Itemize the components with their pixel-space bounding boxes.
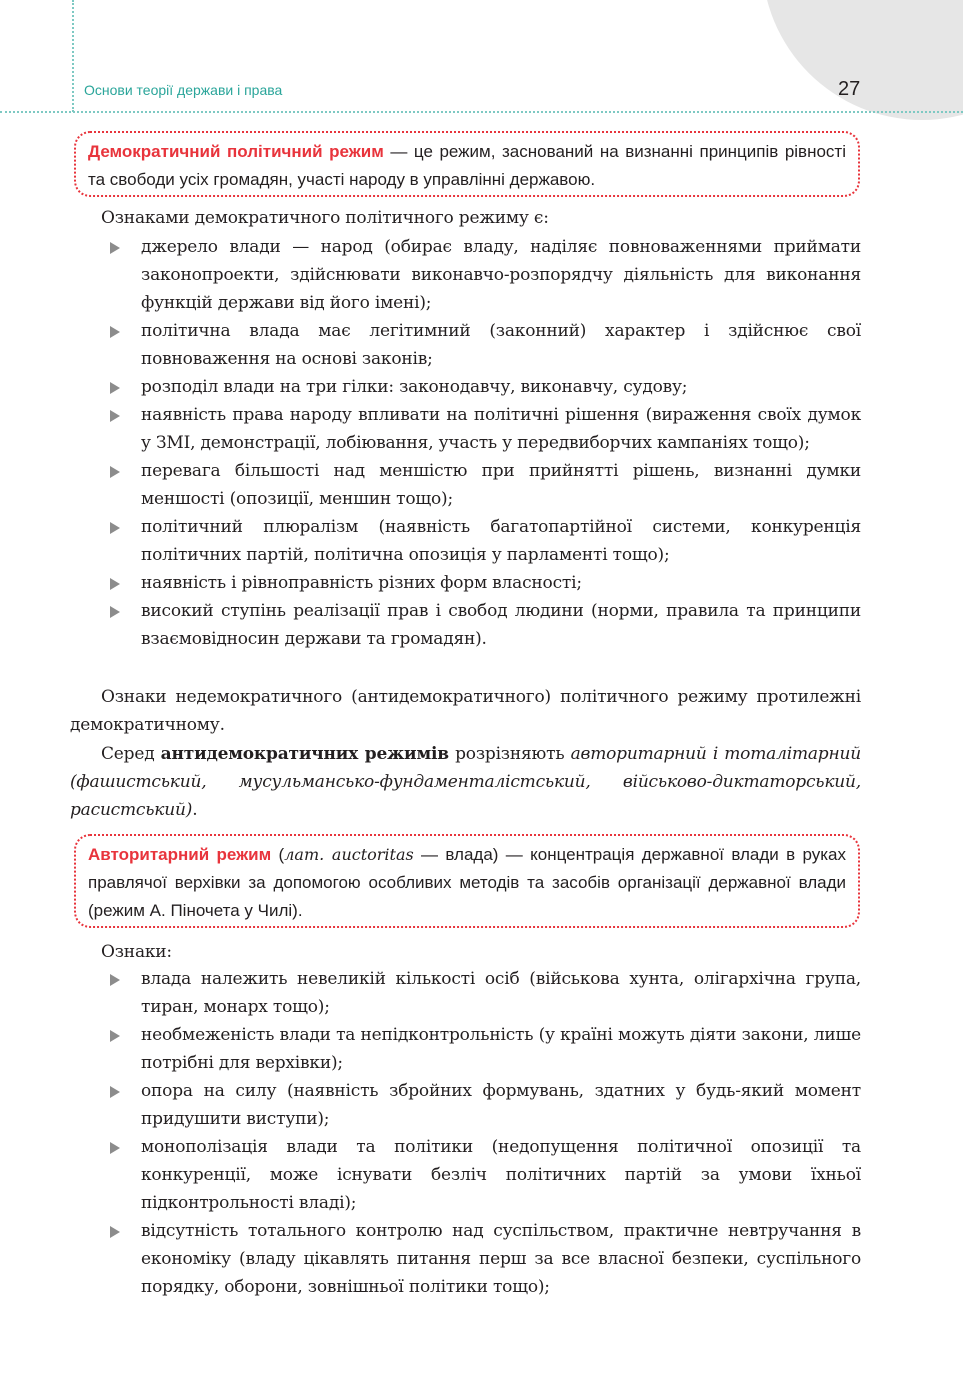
intro-democratic-features: Ознаками демократичного політичного режиму є: (101, 208, 549, 228)
definition-open-paren: ( (271, 845, 285, 864)
list-item (141, 457, 861, 513)
list-item (141, 1021, 861, 1077)
definition-text: — влада) — концентрація державної влади в руках правлячої верхівки за допомогою особливих методів та засобів організації державної влади (режим А. Піночета у Чилі). (88, 845, 847, 920)
definition-term: Демократичний політичний режим (88, 142, 384, 161)
triangle-bullet-icon (110, 606, 120, 618)
list-item (141, 1077, 861, 1133)
list-item (141, 401, 861, 457)
list-item-text: наявність і рівноправність різних форм власності; (141, 573, 582, 593)
triangle-bullet-icon (110, 326, 120, 338)
list-item-text: високий ступінь реалізації прав і свобод людини (норми, правила та принципи взаємовідносин держави та громадян). (141, 601, 861, 649)
list-item (141, 1133, 861, 1217)
list-item (141, 513, 861, 569)
definition-text: — це режим, заснований на визнанні принципів рівності та свободи усіх громадян, участі народу в управлінні державою. (88, 142, 846, 189)
text-middle: розрізняють (448, 744, 571, 764)
triangle-bullet-icon (110, 974, 120, 986)
list-item-text: політична влада має легітимний (законний) характер і здійснює свої повноваження на основі законів; (141, 321, 861, 369)
list-item-text: джерело влади — народ (обирає владу, наділяє повноваженнями приймати законопроекти, здійснювати виконавчо-розпорядчу діяльність для виконання функцій держави від його імені); (141, 237, 861, 313)
text-suffix: . (192, 800, 198, 820)
triangle-bullet-icon (110, 242, 120, 254)
corner-decoration (762, 0, 963, 120)
list-item (141, 569, 861, 597)
list-item-text: розподіл влади на три гілки: законодавчу, виконавчу, судову; (141, 377, 688, 397)
triangle-bullet-icon (110, 466, 120, 478)
page-number: 27 (838, 78, 861, 100)
triangle-bullet-icon (110, 382, 120, 394)
list-item (141, 1217, 861, 1301)
list-item-text: політичний плюралізм (наявність багатопартійної системи, конкуренція політичних партій, політична опозиція у парламенті тощо); (141, 517, 861, 565)
header-divider (0, 111, 963, 113)
triangle-bullet-icon (110, 1142, 120, 1154)
list-item-text: відсутність тотального контролю над суспільством, практичне невтручання в економіку (владу цікавлять питання перш за все власної безпеки, суспільного порядку, оборони, зовнішньої політики тощо); (141, 1221, 861, 1297)
paragraph-antidemocratic (70, 740, 861, 824)
margin-guide-line (72, 0, 74, 112)
list-item (141, 317, 861, 373)
paragraph-nondemocratic: Ознаки недемократичного (антидемократичного) політичного режиму протилежні демократичному. (70, 687, 861, 735)
list-item-text: опора на силу (наявність збройних формувань, здатних у будь-який момент придушити виступи); (141, 1081, 861, 1129)
list-item-text: монополізація влади та політики (недопущення політичної опозиції та конкуренції, може існувати безліч політичних партій за умови їхньої підконтрольності владі); (141, 1137, 861, 1213)
democratic-features-list (141, 233, 861, 653)
triangle-bullet-icon (110, 578, 120, 590)
definition-term: Авторитарний режим (88, 845, 272, 864)
bold-term: антидемократичних режимів (160, 744, 449, 764)
italic-regimes: авторитарний і тоталітарний (фашистський, мусульмансько-фундаменталістський, військово-диктаторський, расистський) (70, 744, 861, 820)
triangle-bullet-icon (110, 522, 120, 534)
list-item (141, 597, 861, 653)
triangle-bullet-icon (110, 1030, 120, 1042)
triangle-bullet-icon (110, 1226, 120, 1238)
list-item-text: наявність права народу впливати на політичні рішення (вираження своїх думок у ЗМІ, демонстрації, лобіювання, участь у передвиборчих кампаніях тощо); (141, 405, 861, 453)
definition-box-democratic (74, 131, 860, 197)
list-item-text: влада належить невеликій кількості осіб (військова хунта, олігархічна група, тиран, монарх тощо); (141, 969, 861, 1017)
triangle-bullet-icon (110, 410, 120, 422)
authoritarian-features-list (141, 965, 861, 1301)
intro-authoritarian-features: Ознаки: (101, 942, 172, 962)
list-item (141, 233, 861, 317)
list-item (141, 965, 861, 1021)
list-item-text: необмеженість влади та непідконтрольність (у країні можуть діяти закони, лише потрібні для верхівки); (141, 1025, 861, 1073)
definition-box-authoritarian (74, 834, 860, 928)
text-prefix: Серед (101, 744, 161, 764)
latin-term: лат. auctoritas (284, 845, 414, 864)
triangle-bullet-icon (110, 1086, 120, 1098)
list-item-text: перевага більшості над меншістю при прийнятті рішень, визнанні думки меншості (опозиції, меншин тощо); (141, 461, 861, 509)
list-item (141, 373, 861, 401)
running-header-title: Основи теорії держави і права (84, 82, 283, 98)
